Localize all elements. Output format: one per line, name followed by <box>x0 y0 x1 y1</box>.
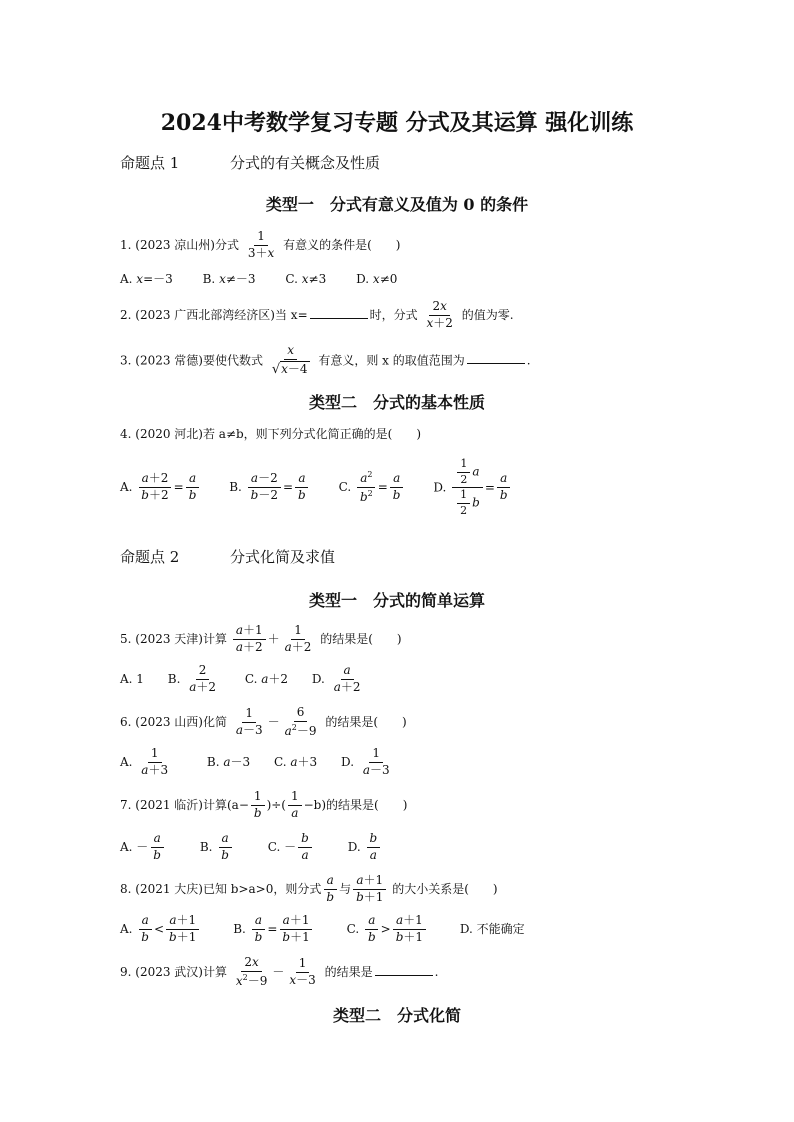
q8-option-c: C. $\frac{a}{b}$ > $\frac{a+1}{b+1}$ <box>347 914 428 945</box>
document-title: 2024中考数学复习专题 分式及其运算 强化训练 <box>160 110 634 136</box>
q6-suffix: 的结果是( ) <box>325 714 407 729</box>
q7-prefix: 7. (2021 临沂)计算(a− <box>120 797 249 812</box>
q6-options <box>120 747 421 778</box>
question-6: 6. (2023 山西)化简 $\frac{1}{a-3}$ － $\frac{6}{a^2-9}$ 的结果是( ) <box>120 705 407 738</box>
q8-mid: 与 <box>339 881 352 896</box>
q9-end: . <box>434 964 439 979</box>
q9-suffix: 的结果是 <box>324 964 373 979</box>
q1-option-d: D. x≠0 <box>356 271 398 286</box>
q8-suffix: 的大小关系是( ) <box>392 881 498 896</box>
q8-option-d: D. 不能确定 <box>459 922 525 937</box>
q5-option-b: B. $\frac{2}{a+2}$ <box>167 663 217 694</box>
question-7: 7. (2021 临沂)计算(a− $\frac{1}{b}$ )÷( $\frac{1}{a}$ −b)的结果是( ) <box>120 789 408 820</box>
q5-prefix: 5. (2023 天津)计算 <box>120 631 227 646</box>
q2-fraction: $\frac{2x}{x+2}$ <box>426 299 453 330</box>
q4-option-a: A. $\frac{a+2}{b+2}$ = $\frac{a}{b}$ <box>120 472 201 503</box>
answer-blank <box>310 318 368 319</box>
q1-option-b: B. x≠－3 <box>202 271 256 286</box>
q1-options <box>120 272 423 285</box>
q7-options <box>120 832 408 863</box>
q1-suffix: 有意义的条件是( ) <box>283 237 401 252</box>
q6-option-d: D. $\frac{1}{a-3}$ <box>341 746 390 777</box>
q8-options <box>120 914 551 945</box>
q4-options <box>120 458 539 518</box>
section-number: 命题点 2 <box>120 548 180 566</box>
q1-fraction: $\frac{1}{3+x}$ <box>247 229 275 260</box>
q2-mid: 时，分式 <box>369 307 418 322</box>
q7-option-a: A. － $\frac{a}{b}$ <box>120 832 166 863</box>
type-heading-1: 类型一 分式有意义及值为 0 的条件 <box>265 195 529 214</box>
q7-mid1: )÷( <box>266 797 286 812</box>
question-8: 8. (2021 大庆)已知 b>a>0，则分式 $\frac{a}{b}$ 与 $\frac{a+1}{b+1}$ 的大小关系是( ) <box>120 873 498 904</box>
answer-blank <box>375 975 433 976</box>
question-2 <box>120 300 514 331</box>
q4-option-c: C. $\frac{a^2}{b^2}$ = $\frac{a}{b}$ <box>339 470 406 505</box>
q4-option-d: D. $\frac{1}{2}$ a $\frac{1}{2}$ b = $\frac{a}{b}$ <box>433 458 512 518</box>
section-heading-1 <box>120 152 380 173</box>
section-number: 命题点 1 <box>120 154 180 172</box>
q5-suffix: 的结果是( ) <box>320 631 402 646</box>
q3-suffix: 有意义，则 x 的取值范围为 <box>318 353 465 368</box>
q5-option-c: C. a＋2 <box>244 672 289 687</box>
q8-option-a: A. $\frac{a}{b}$ < $\frac{a+1}{b+1}$ <box>120 914 201 945</box>
q3-end: . <box>526 353 531 368</box>
q7-option-c: C. － $\frac{b}{a}$ <box>268 832 314 863</box>
type-heading-2: 类型二 分式的基本性质 <box>308 393 485 412</box>
q8-prefix: 8. (2021 大庆)已知 b>a>0，则分式 <box>120 881 322 896</box>
q6-option-a: A. $\frac{1}{a+3}$ <box>120 746 169 777</box>
section-text: 分式化简及求值 <box>230 548 336 566</box>
q7-option-b: B. $\frac{a}{b}$ <box>200 832 234 863</box>
q4-option-b: B. $\frac{a-2}{b-2}$ = $\frac{a}{b}$ <box>229 472 311 503</box>
q6-option-b: B. a－3 <box>206 755 251 770</box>
q1-option-a: A. x=－3 <box>120 271 173 286</box>
q9-prefix: 9. (2023 武汉)计算 <box>120 964 227 979</box>
q7-mid2: −b)的结果是( ) <box>303 797 408 812</box>
q1-option-c: C. x≠3 <box>285 271 327 286</box>
q5-options <box>120 664 391 695</box>
q6-option-c: C. a＋3 <box>274 755 318 770</box>
q5-option-a: A. 1 <box>120 672 144 687</box>
q1-prefix: 1. (2023 凉山州)分式 <box>120 237 239 252</box>
type-heading-3: 类型一 分式的简单运算 <box>308 591 485 610</box>
q3-prefix: 3. (2023 常德)要使代数式 <box>120 353 263 368</box>
q5-option-d: D. $\frac{a}{a+2}$ <box>311 663 361 694</box>
q6-prefix: 6. (2023 山西)化简 <box>120 714 227 729</box>
q2-suffix: 的值为零. <box>461 307 514 322</box>
q2-prefix: 2. (2023 广西北部湾经济区)当 x= <box>120 307 308 322</box>
q8-option-b: B. $\frac{a}{b}$ = $\frac{a+1}{b+1}$ <box>233 914 315 945</box>
section-text: 分式的有关概念及性质 <box>230 154 381 172</box>
question-4: 4. (2020 河北)若 a≠b，则下列分式化简正确的是( ) <box>120 427 422 441</box>
answer-blank <box>467 363 525 364</box>
question-5: 5. (2023 天津)计算 $\frac{a+1}{a+2}$ ＋ $\frac{1}{a+2}$ 的结果是( ) <box>120 623 402 654</box>
q3-fraction: $\frac{x}{√x-4}$ <box>271 343 308 377</box>
question-3 <box>120 344 531 378</box>
question-9: 9. (2023 武汉)计算 $\frac{2x}{x^2-9}$ － $\frac{1}{x-3}$ 的结果是 . <box>120 955 439 988</box>
question-1 <box>120 230 400 261</box>
section-heading-2 <box>120 546 335 567</box>
q7-option-d: D. $\frac{b}{a}$ <box>348 832 383 863</box>
type-heading-4: 类型二 分式化简 <box>332 1006 461 1025</box>
